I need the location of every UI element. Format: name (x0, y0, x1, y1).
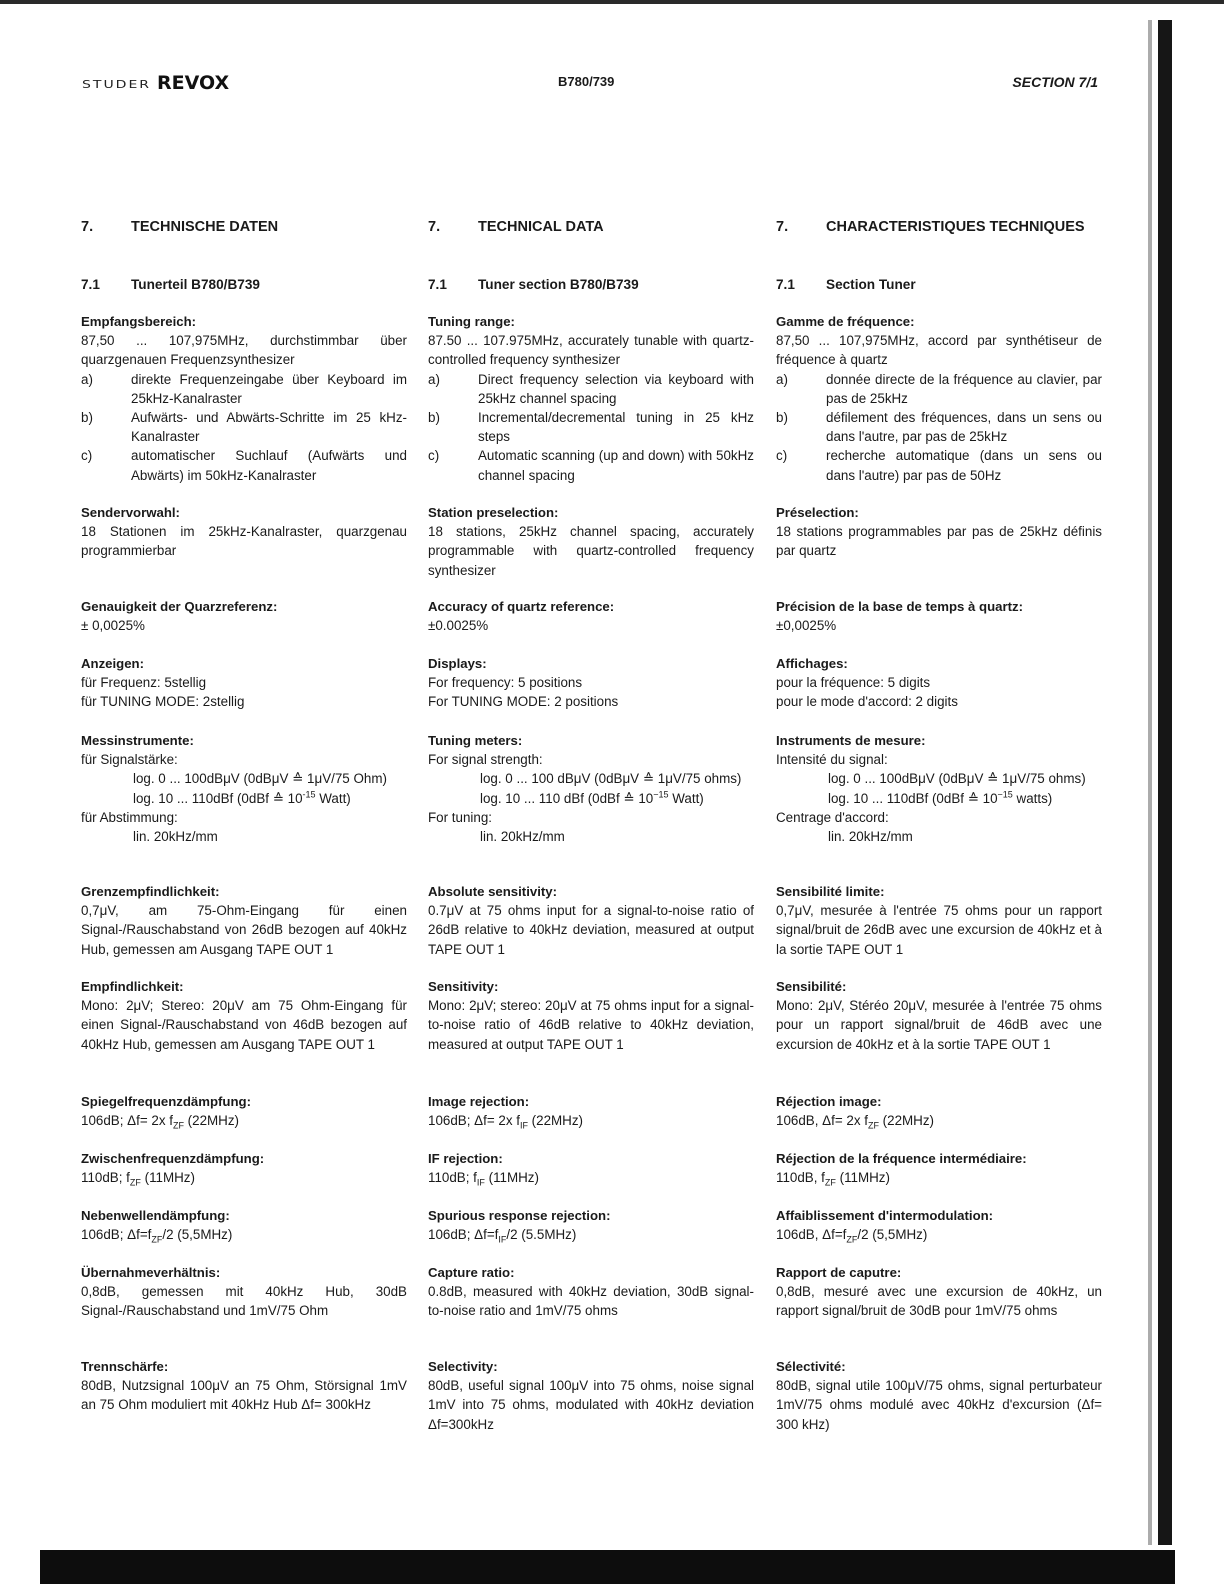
spec-label: Empfangsbereich: (81, 314, 197, 329)
spec-selectivity (81, 1357, 407, 1415)
spec-value (776, 1225, 1102, 1244)
spec-tuning-range (428, 312, 754, 485)
formula-rest: (22MHz) (878, 1113, 935, 1129)
spec-sensitivity (81, 977, 407, 1054)
meter-unit: Watt) (315, 790, 351, 806)
subscript: ZF (867, 1120, 879, 1131)
list-item (81, 446, 407, 484)
list-item-text: direkte Frequenzeingabe über Keyboard im 25kHz-Kanalraster (131, 371, 407, 406)
spec-label: Spiegelfrequenzdämpfung: (81, 1094, 251, 1109)
section-title-text: TECHNISCHE DATEN (131, 219, 279, 235)
subscript: ZF (172, 1120, 184, 1131)
list-item-key: c) (428, 448, 440, 464)
formula-text: 106dB, Δf=f (776, 1227, 847, 1243)
spec-quartz-accuracy (81, 597, 407, 635)
spec-value: ±0,0025% (776, 618, 837, 634)
list-item (428, 408, 754, 446)
list-item-text: recherche automatique (dans un sens ou dans l'autre) par pas de 50Hz (826, 448, 1102, 483)
spec-spurious-rejection (776, 1206, 1102, 1244)
spec-label: Tuning meters: (428, 733, 523, 748)
spec-value (428, 789, 754, 808)
subscript: IF (498, 1234, 507, 1245)
spec-label: Genauigkeit der Quarzreferenz: (81, 599, 278, 614)
spec-value: Intensité du signal: (776, 752, 888, 768)
spec-label: Empfindlichkeit: (81, 979, 184, 994)
spec-value: 80dB, Nutzsignal 100μV an 75 Ohm, Störsignal 1mV an 75 Ohm moduliert mit 40kHz Hub Δf= 300kHz (81, 1378, 407, 1413)
spec-quartz-accuracy (428, 597, 754, 635)
spec-label: Préselection: (776, 505, 859, 520)
section-title (776, 218, 1102, 237)
list-item-text: donnée directe de la fréquence au clavier, par pas de 25kHz (826, 371, 1102, 406)
spec-station-preselection (776, 503, 1102, 561)
formula-text: 106dB; Δf=f (428, 1227, 499, 1243)
spec-label: Image rejection: (428, 1094, 530, 1109)
spec-label: Zwischenfrequenzdämpfung: (81, 1151, 265, 1166)
model-number: B780/739 (558, 74, 615, 89)
spec-value: log. 0 ... 100dBμV (0dBμV ≙ 1μV/75 ohms) (828, 771, 1086, 787)
spec-value: 18 Stationen im 25kHz-Kanalraster, quarzgenau programmierbar (81, 524, 407, 559)
spec-label: Trennschärfe: (81, 1359, 169, 1374)
spec-tuning-meters (428, 731, 754, 846)
spec-spurious-rejection (81, 1206, 407, 1244)
spec-label: Absolute sensitivity: (428, 884, 557, 899)
spec-quartz-accuracy (776, 597, 1102, 635)
list-item (776, 408, 1102, 446)
exponent: −15 (653, 789, 669, 800)
list-item-key: a) (776, 371, 788, 387)
spec-value: 80dB, signal utile 100μV/75 ohms, signal perturbateur 1mV/75 ohms modulé avec 40kHz d'excursion (Δf= 300 kHz) (776, 1378, 1102, 1432)
spec-label: Nebenwellendämpfung: (81, 1208, 230, 1223)
spec-label: Affaiblissement d'intermodulation: (776, 1208, 994, 1223)
spec-label: Sensibilité: (776, 979, 847, 994)
spec-value: 0,8dB, gemessen mit 40kHz Hub, 30dB Signal-/Rauschabstand und 1mV/75 Ohm (81, 1284, 407, 1319)
exponent: −15 (997, 789, 1013, 800)
section-number: 7. (81, 219, 94, 235)
spec-label: Anzeigen: (81, 656, 145, 671)
spec-label: Sensibilité limite: (776, 884, 885, 899)
exponent: -15 (302, 789, 316, 800)
spec-station-preselection (428, 503, 754, 580)
formula-rest: (11MHz) (484, 1170, 539, 1186)
spec-sensitivity (776, 977, 1102, 1054)
spec-value (81, 1168, 407, 1187)
spec-value: 80dB, useful signal 100μV into 75 ohms, noise signal 1mV into 75 ohms, modulated with 40kHz deviation Δf=300kHz (428, 1378, 754, 1432)
spec-value: für Abstimmung: (81, 809, 178, 825)
spec-value (81, 789, 407, 808)
subsection-number: 7.1 (81, 277, 100, 293)
meter-unit: watts) (1012, 790, 1053, 806)
spec-label: Selectivity: (428, 1359, 498, 1374)
spec-value: lin. 20kHz/mm (828, 829, 913, 845)
formula-text: 110dB; f (81, 1170, 130, 1186)
spec-value: Mono: 2μV, Stéréo 20μV, mesurée à l'entrée 75 ohms pour un rapport signal/bruit de 46dB avec une excursion de 40kHz et à la sortie TAPE OUT 1 (776, 998, 1102, 1052)
spec-station-preselection (81, 503, 407, 561)
subscript: ZF (824, 1177, 836, 1188)
spec-image-rejection (776, 1092, 1102, 1130)
logo-revox: REVOX (157, 72, 230, 94)
section-title (428, 218, 754, 237)
spec-if-rejection (428, 1149, 754, 1187)
spec-selectivity (776, 1357, 1102, 1434)
spec-value (776, 1168, 1102, 1187)
spec-value: für TUNING MODE: 2stellig (81, 694, 245, 710)
spec-value: 87,50 ... 107,975MHz, accord par synthétiseur de fréquence à quartz (776, 333, 1102, 368)
spec-absolute-sensitivity (81, 882, 407, 959)
spec-value: lin. 20kHz/mm (133, 829, 218, 845)
spec-capture-ratio (81, 1263, 407, 1321)
scan-edge-shadow (1158, 20, 1172, 1545)
formula-text: 110dB, f (776, 1170, 825, 1186)
list-item-text: défilement des fréquences, dans un sens ou dans l'autre, par pas de 25kHz (826, 410, 1102, 445)
spec-value: lin. 20kHz/mm (480, 829, 565, 845)
spec-label: Rapport de caputre: (776, 1265, 902, 1280)
spec-value: ±0.0025% (428, 618, 489, 634)
list-item-key: b) (776, 410, 788, 426)
spec-value: 18 stations programmables par pas de 25kHz définis par quartz (776, 524, 1102, 559)
spec-displays (428, 654, 754, 712)
spec-value (428, 1111, 754, 1130)
subsection-title-text: Tuner section B780/B739 (478, 277, 639, 293)
list-item (81, 370, 407, 408)
spec-label: Sensitivity: (428, 979, 499, 994)
spec-value: For tuning: (428, 809, 493, 825)
meter-text: log. 10 ... 110dBf (0dBf ≙ 10 (828, 790, 998, 806)
spec-if-rejection (81, 1149, 407, 1187)
meter-text: log. 10 ... 110dBf (0dBf ≙ 10 (133, 790, 303, 806)
spec-label: Accuracy of quartz reference: (428, 599, 615, 614)
spec-label: Instruments de mesure: (776, 733, 926, 748)
spec-value (776, 1111, 1102, 1130)
spec-selectivity (428, 1357, 754, 1434)
spec-value: Mono: 2μV; Stereo: 20μV am 75 Ohm-Eingang für einen Signal-/Rauschabstand von 46dB bezogen auf 40kHz Hub, gemessen am Ausgang TAPE OUT 1 (81, 998, 407, 1052)
list-item-key: a) (81, 371, 93, 387)
spec-value: 87.50 ... 107.975MHz, accurately tunable with quartz-controlled frequency synthesizer (428, 333, 754, 368)
logo-studer: STUDER (82, 79, 152, 91)
spec-displays (81, 654, 407, 712)
spec-value: 87,50 ... 107,975MHz, durchstimmbar über quarzgenauen Frequenzsynthesizer (81, 333, 407, 368)
section-title-text: CHARACTERISTIQUES TECHNIQUES (826, 219, 1085, 235)
list-item-text: Aufwärts- und Abwärts-Schritte im 25 kHz-Kanalraster (131, 410, 407, 445)
spec-sensitivity (428, 977, 754, 1054)
formula-rest: (11MHz) (140, 1170, 195, 1186)
spec-label: IF rejection: (428, 1151, 503, 1166)
subscript: IF (476, 1177, 485, 1188)
spec-value: 18 stations, 25kHz channel spacing, accurately programmable with quartz-controlled frequency synthesizer (428, 524, 754, 578)
section-reference: SECTION 7/1 (1012, 74, 1098, 90)
spec-label: Réjection image: (776, 1094, 882, 1109)
list-item-key: c) (81, 448, 93, 464)
spec-value: For TUNING MODE: 2 positions (428, 694, 619, 710)
list-item (776, 446, 1102, 484)
spec-label: Tuning range: (428, 314, 515, 329)
spec-tuning-meters (776, 731, 1102, 846)
spec-value (776, 789, 1102, 808)
subsection-number: 7.1 (776, 277, 795, 293)
list-item (81, 408, 407, 446)
list-item-key: c) (776, 448, 788, 464)
list-item-text: Incremental/decremental tuning in 25 kHz steps (478, 410, 754, 445)
studer-revox-logo (82, 72, 229, 94)
spec-value: pour le mode d'accord: 2 digits (776, 694, 958, 710)
scan-bottom-shadow (40, 1550, 1175, 1584)
spec-value (81, 1111, 407, 1130)
spec-value: 0,7μV, am 75-Ohm-Eingang für einen Signal-/Rauschabstand von 26dB bezogen auf 40kHz Hub, gemessen am Ausgang TAPE OUT 1 (81, 903, 407, 957)
spec-value: 0.8dB, measured with 40kHz deviation, 30dB signal-to-noise ratio and 1mV/75 ohms (428, 1284, 754, 1319)
subscript: ZF (151, 1234, 163, 1245)
spec-if-rejection (776, 1149, 1102, 1187)
spec-capture-ratio (776, 1263, 1102, 1321)
formula-rest: /2 (5.5MHz) (506, 1227, 577, 1243)
formula-rest: (22MHz) (527, 1113, 584, 1129)
spec-label: Station preselection: (428, 505, 559, 520)
spec-tuning-range (776, 312, 1102, 485)
spec-label: Sélectivité: (776, 1359, 846, 1374)
spec-value: ± 0,0025% (81, 618, 145, 634)
formula-text: 110dB; f (428, 1170, 477, 1186)
list-item-text: Automatic scanning (up and down) with 50kHz channel spacing (478, 448, 754, 483)
spec-value (81, 1225, 407, 1244)
subsection-number: 7.1 (428, 277, 447, 293)
subsection-title (428, 275, 754, 294)
spec-label: Grenzempfindlichkeit: (81, 884, 220, 899)
list-item (428, 370, 754, 408)
subsection-title-text: Tunerteil B780/B739 (131, 277, 260, 293)
subscript: ZF (846, 1234, 858, 1245)
spec-absolute-sensitivity (776, 882, 1102, 959)
subsection-title (776, 275, 1102, 294)
subsection-title-text: Section Tuner (826, 277, 916, 293)
list-item-key: b) (81, 410, 93, 426)
spec-value (428, 1168, 754, 1187)
spec-value: 0,7μV, mesurée à l'entrée 75 ohms pour un rapport signal/bruit de 26dB avec une excursion de 40kHz et à la sortie TAPE OUT 1 (776, 903, 1102, 957)
page-header (82, 72, 1102, 96)
spec-tuning-meters (81, 731, 407, 846)
meter-text: log. 10 ... 110 dBf (0dBf ≙ 10 (480, 790, 654, 806)
formula-rest: /2 (5,5MHz) (857, 1227, 928, 1243)
section-title-text: TECHNICAL DATA (478, 219, 604, 235)
spec-value: Centrage d'accord: (776, 809, 889, 825)
spec-label: Gamme de fréquence: (776, 314, 915, 329)
subsection-title (81, 275, 407, 294)
spec-value: log. 0 ... 100dBμV (0dBμV ≙ 1μV/75 Ohm) (133, 771, 387, 787)
spec-value: For signal strength: (428, 752, 543, 768)
formula-rest: (22MHz) (183, 1113, 240, 1129)
spec-label: Spurious response rejection: (428, 1208, 611, 1223)
section-title (81, 218, 407, 237)
list-item-text: automatischer Suchlauf (Aufwärts und Abwärts) im 50kHz-Kanalraster (131, 448, 407, 483)
spec-image-rejection (428, 1092, 754, 1130)
spec-value: 0,8dB, mesuré avec une excursion de 40kHz, un rapport signal/bruit de 30dB pour 1mV/75 ohms (776, 1284, 1102, 1319)
list-item (776, 370, 1102, 408)
spec-label: Displays: (428, 656, 487, 671)
spec-value: pour la fréquence: 5 digits (776, 675, 931, 691)
meter-unit: Watt) (668, 790, 704, 806)
spec-image-rejection (81, 1092, 407, 1130)
spec-label: Messinstrumente: (81, 733, 194, 748)
spec-value: für Signalstärke: (81, 752, 178, 768)
page-top-border (0, 0, 1224, 4)
spec-spurious-rejection (428, 1206, 754, 1244)
spec-value: For frequency: 5 positions (428, 675, 583, 691)
spec-label: Précision de la base de temps à quartz: (776, 599, 1023, 614)
spec-value: log. 0 ... 100 dBμV (0dBμV ≙ 1μV/75 ohms) (480, 771, 742, 787)
formula-text: 106dB; Δf= 2x f (81, 1113, 173, 1129)
spec-label: Capture ratio: (428, 1265, 515, 1280)
spec-displays (776, 654, 1102, 712)
list-item-text: Direct frequency selection via keyboard with 25kHz channel spacing (478, 371, 754, 406)
spec-absolute-sensitivity (428, 882, 754, 959)
formula-text: 106dB; Δf=f (81, 1227, 152, 1243)
formula-text: 106dB, Δf= 2x f (776, 1113, 868, 1129)
list-item (428, 446, 754, 484)
formula-rest: /2 (5,5MHz) (162, 1227, 233, 1243)
spec-label: Übernahmeverhältnis: (81, 1265, 221, 1280)
formula-rest: (11MHz) (835, 1170, 890, 1186)
spec-value: für Frequenz: 5stellig (81, 675, 207, 691)
spec-value: Mono: 2μV; stereo: 20μV at 75 ohms input for a signal-to-noise ratio of 46dB relative to 40kHz deviation, measured at output TAPE OUT 1 (428, 998, 754, 1052)
spec-tuning-range (81, 312, 407, 485)
spec-value (428, 1225, 754, 1244)
spec-label: Réjection de la fréquence intermédiaire: (776, 1151, 1027, 1166)
formula-text: 106dB; Δf= 2x f (428, 1113, 520, 1129)
subscript: IF (519, 1120, 528, 1131)
subscript: ZF (129, 1177, 141, 1188)
spec-value: 0.7μV at 75 ohms input for a signal-to-noise ratio of 26dB relative to 40kHz deviation, measured at output TAPE OUT 1 (428, 903, 754, 957)
spec-label: Sendervorwahl: (81, 505, 180, 520)
list-item-key: b) (428, 410, 440, 426)
list-item-key: a) (428, 371, 440, 387)
spec-label: Affichages: (776, 656, 848, 671)
section-number: 7. (428, 219, 441, 235)
section-number: 7. (776, 219, 789, 235)
spec-capture-ratio (428, 1263, 754, 1321)
